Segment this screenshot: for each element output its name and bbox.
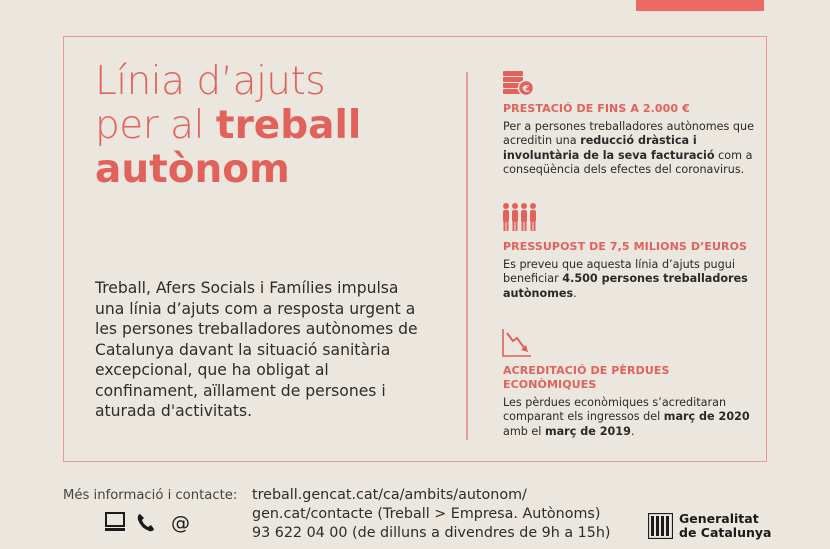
page-title [95,59,362,194]
logo-line-2: de Catalunya [679,525,772,540]
section-body: Es preveu que aquesta línia d’ajuts pugui beneficiar 4.500 persones treballadores autònomes. [503,258,748,300]
section-title: ACREDITACIÓ DE PÈRDUES ECONÒMIQUES [503,364,670,391]
contact-icons [105,511,195,539]
footer-url-link[interactable]: treball.gencat.cat/ca/ambits/autonom/ [252,487,527,503]
vertical-divider [466,72,468,440]
footer-contact-link[interactable]: gen.cat/contacte (Treball > Empresa. Autònoms) [252,506,601,522]
people-group-icon [501,202,537,238]
section-body: Per a persones treballadores autònomes que acreditin una reducció dràstica i involuntària de la seva facturació com a conseqüència dels efectes del coronavirus. [503,120,754,176]
title-line-2 [95,103,362,150]
intro-paragraph: Treball, Afers Socials i Famílies impulsa una línia d’ajuts com a resposta urgent a les persones treballadores autònomes de Catalunya davant la situació sanitària excepcional, que ha obligat al confinament, aïllament de persones i aturada d'activitats. [95,279,418,420]
phone-icon [138,514,154,531]
section-acreditacio [503,364,763,439]
title-line-2-light: per al [95,103,204,148]
section-title: PRESSUPOST DE 7,5 MILIONS D’EUROS [503,240,748,253]
computer-icon [105,513,125,531]
email-at-icon: @ [171,512,190,534]
coins-money-icon [501,69,535,101]
generalitat-logo [648,512,771,540]
section-prestacio [503,102,763,177]
svg-text:€: € [522,84,530,95]
title-line-3: autònom [95,147,290,192]
footer-contact-info [252,486,611,543]
logo-line-1: Generalitat [679,511,759,526]
declining-chart-icon [501,327,533,363]
top-accent-bar [636,0,764,11]
section-body: Les pèrdues econòmiques s’acreditaran comparant els ingressos del març de 2020 amb el març de 2019. [503,396,750,438]
title-line-2-bold: treball [215,103,362,148]
title-line-1: Línia d’ajuts [95,59,326,104]
section-pressupost [503,240,763,301]
section-title: PRESTACIÓ DE FINS A 2.000 € [503,102,690,115]
footer-phone: 93 622 04 00 (de dilluns a divendres de 9h a 15h) [252,525,611,541]
footer-label: Més informació i contacte: [63,488,238,503]
generalitat-emblem-icon [648,513,673,539]
